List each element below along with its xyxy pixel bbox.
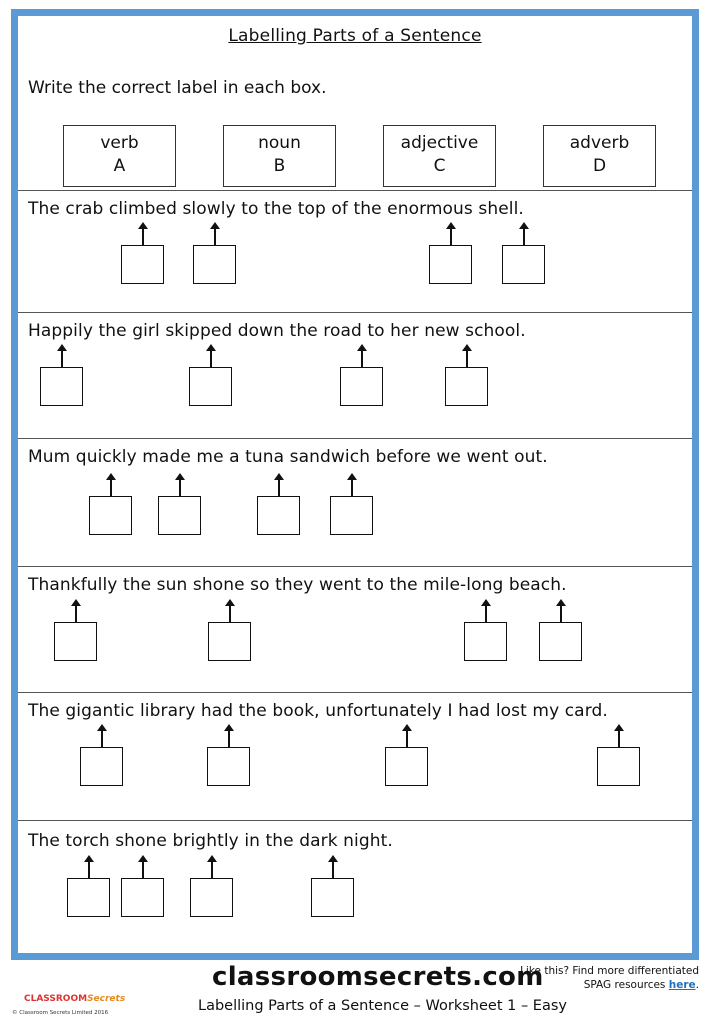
instruction-text: Write the correct label in each box. [28,78,327,98]
answer-box[interactable] [257,496,300,535]
worksheet-subtitle: Labelling Parts of a Sentence – Worksheet 1 – Easy [198,998,567,1014]
answer-box[interactable] [89,496,132,535]
answer-box[interactable] [208,622,251,661]
section-divider [18,312,692,313]
label-letter: A [113,156,126,176]
answer-box[interactable] [67,878,110,917]
section-divider [18,566,692,567]
answer-box[interactable] [121,878,164,917]
answer-box[interactable] [40,367,83,406]
answer-box[interactable] [311,878,354,917]
promo-link[interactable]: here [668,979,696,991]
label-word: noun [258,133,301,153]
label-letter: D [592,156,607,176]
sentence-4: Thankfully the sun shone so they went to the mile-long beach. [28,575,567,595]
answer-box[interactable] [429,245,472,284]
section-divider [18,190,692,191]
label-letter: B [273,156,286,176]
section-divider [18,438,692,439]
answer-box[interactable] [385,747,428,786]
answer-box[interactable] [464,622,507,661]
sentence-6: The torch shone brightly in the dark night. [28,831,393,851]
worksheet-frame [11,9,699,960]
label-box-verb [63,125,176,187]
sentence-3: Mum quickly made me a tuna sandwich before we went out. [28,447,548,467]
answer-box[interactable] [340,367,383,406]
logo-word-1: CLASSROOM [24,994,88,1004]
promo-line-2 [520,978,699,992]
answer-box[interactable] [597,747,640,786]
label-box-adjective [383,125,496,187]
copyright-text: © Classroom Secrets Limited 2016 [12,1010,109,1016]
answer-box[interactable] [158,496,201,535]
answer-box[interactable] [54,622,97,661]
label-word: verb [100,133,139,153]
answer-box[interactable] [193,245,236,284]
site-name: classroomsecrets.com [212,962,544,992]
worksheet-title: Labelling Parts of a Sentence [228,26,482,46]
answer-box[interactable] [190,878,233,917]
answer-box[interactable] [80,747,123,786]
answer-box[interactable] [502,245,545,284]
answer-box[interactable] [121,245,164,284]
answer-box[interactable] [207,747,250,786]
answer-box[interactable] [189,367,232,406]
logo-word-2: Secrets [87,994,126,1004]
section-divider [18,820,692,821]
sentence-5: The gigantic library had the book, unfortunately I had lost my card. [28,701,608,721]
answer-box[interactable] [445,367,488,406]
label-box-noun [223,125,336,187]
label-box-adverb [543,125,656,187]
label-word: adjective [400,133,479,153]
classroom-secrets-logo [24,990,126,1008]
answer-box[interactable] [539,622,582,661]
label-letter: C [433,156,446,176]
sentence-2: Happily the girl skipped down the road to her new school. [28,321,526,341]
promo-line-2-text: SPAG resources [583,979,669,991]
label-word: adverb [569,133,630,153]
section-divider [18,692,692,693]
sentence-1: The crab climbed slowly to the top of the enormous shell. [28,199,524,219]
promo-line-1: Like this? Find more differentiated [520,965,699,977]
promo-end: . [695,979,699,991]
promo-text [520,964,699,992]
answer-box[interactable] [330,496,373,535]
